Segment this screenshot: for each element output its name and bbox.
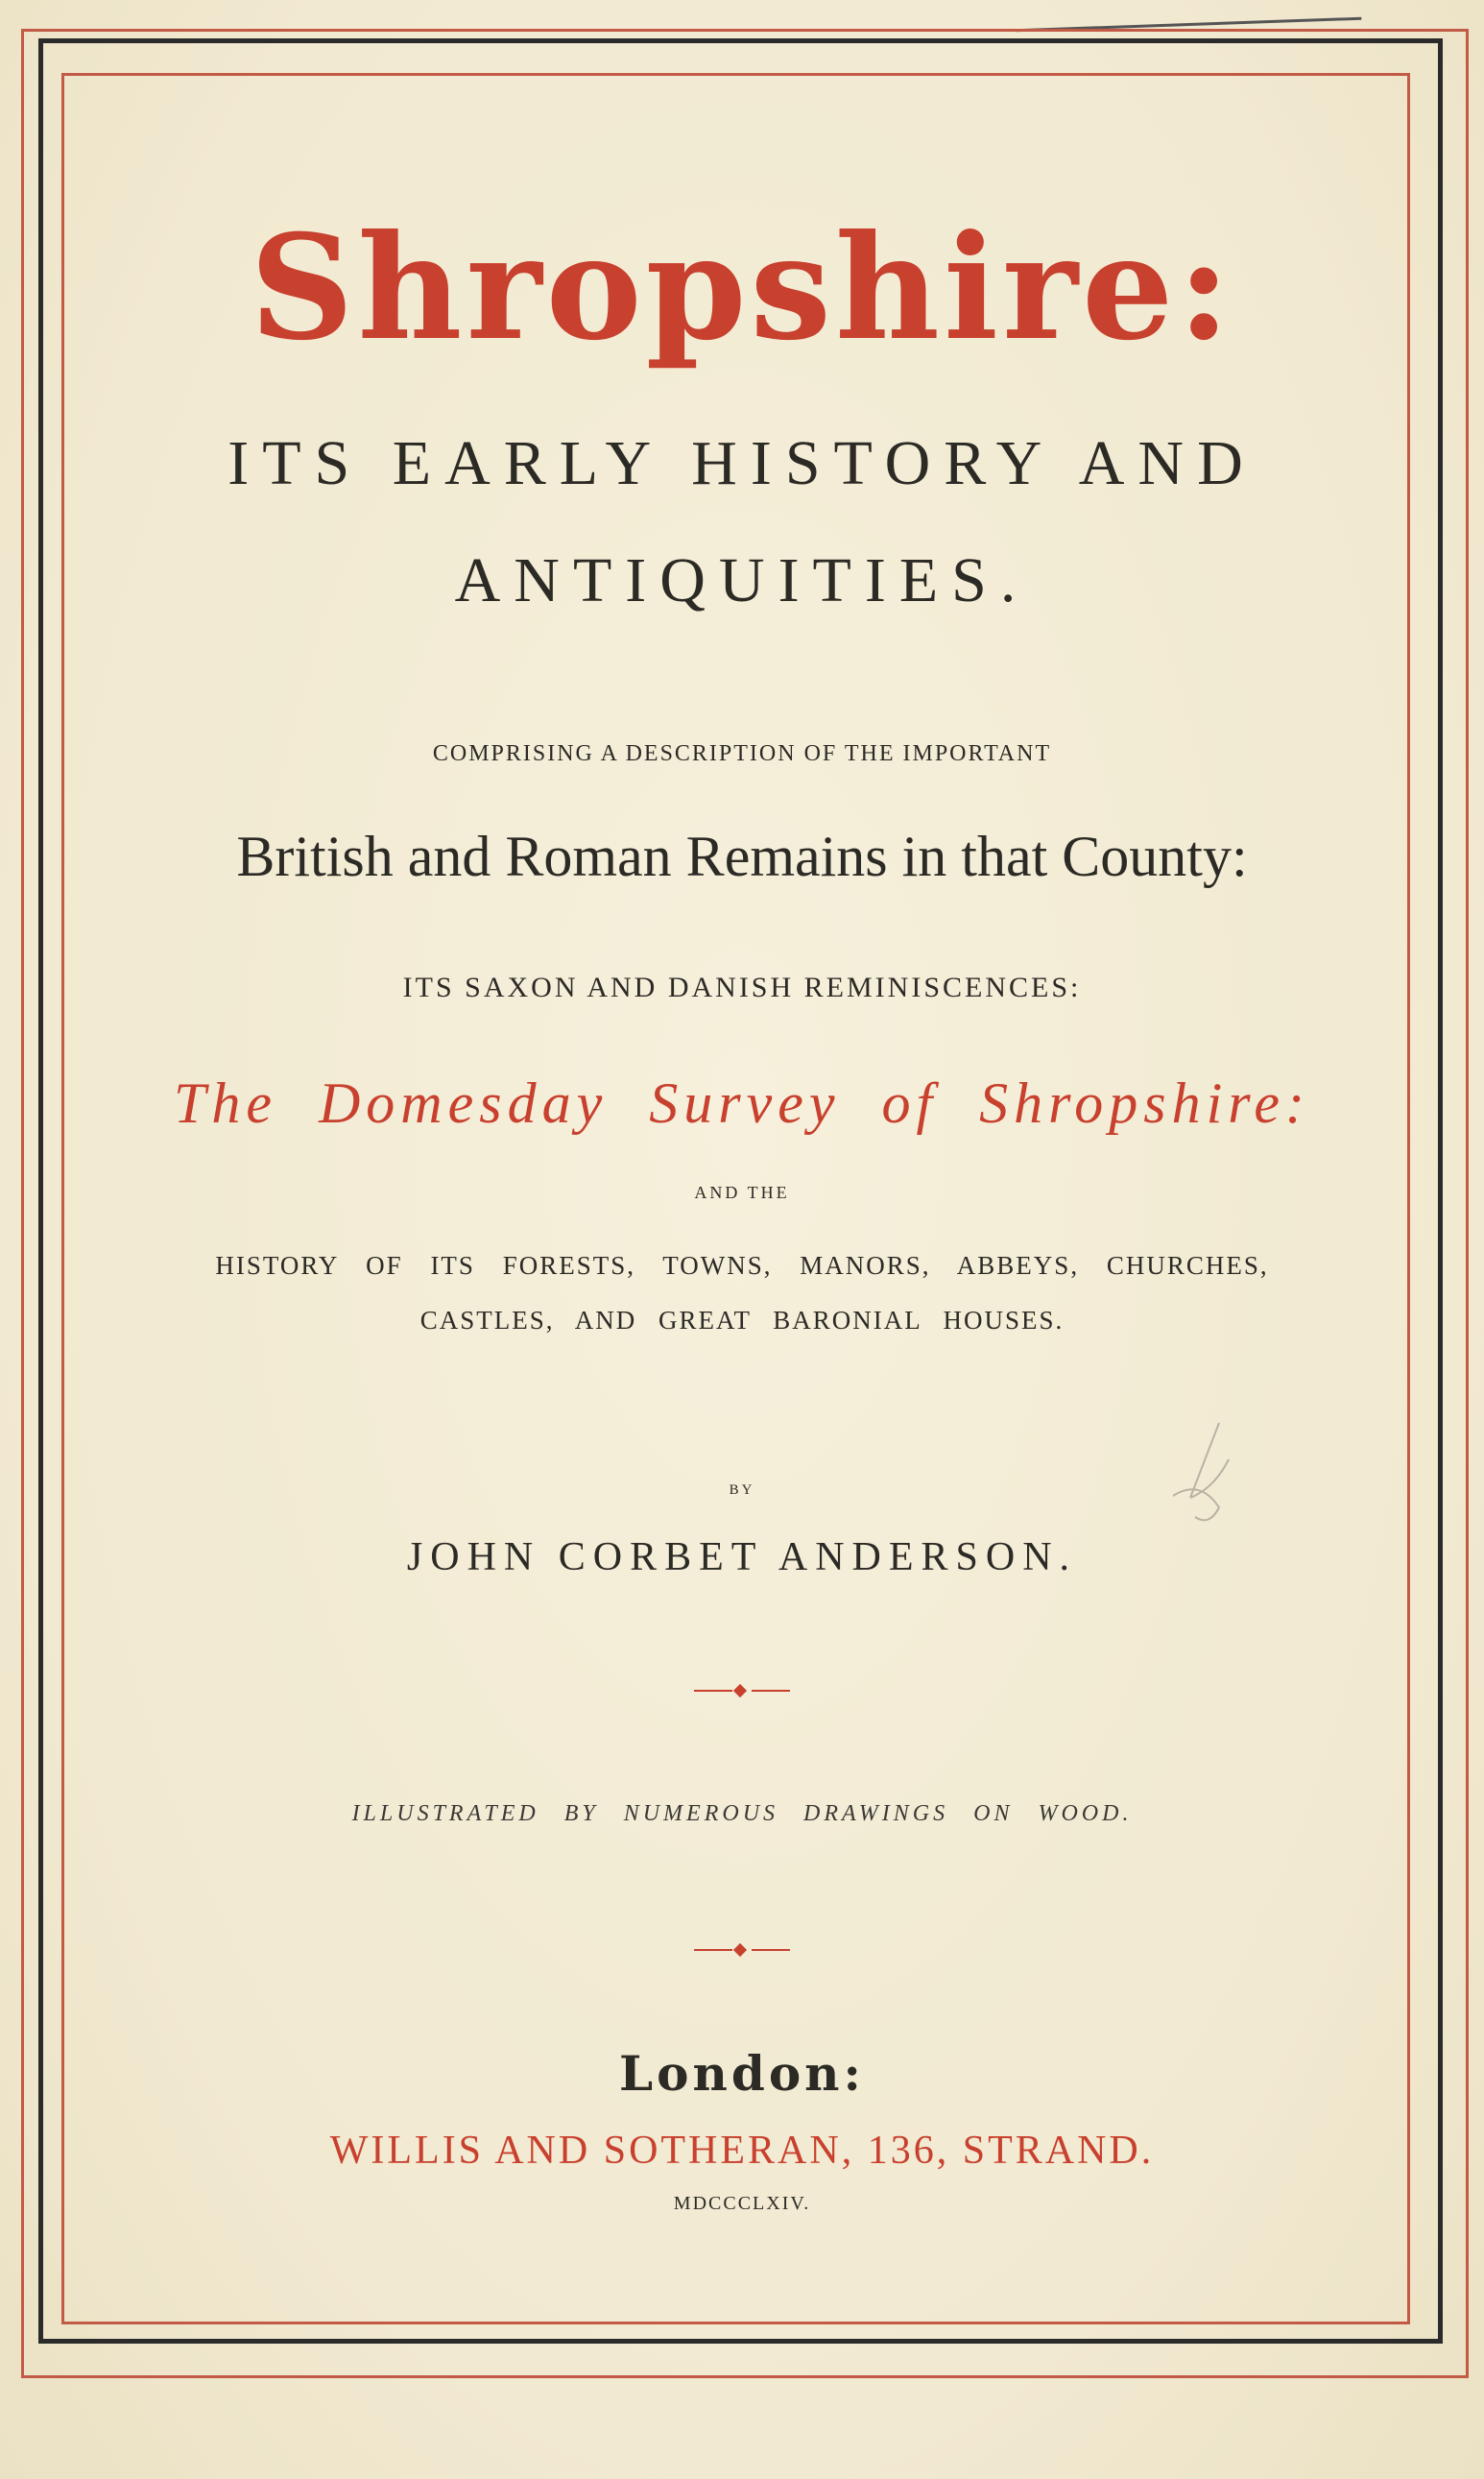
british-roman-remains-line: British and Roman Remains in that County: <box>236 825 1248 888</box>
imprint-place: London: <box>619 2045 865 2102</box>
comprising-line: COMPRISING A DESCRIPTION OF THE IMPORTANT <box>432 741 1052 766</box>
ornament-divider <box>694 1684 790 1697</box>
publisher-line: WILLIS AND SOTHERAN, 136, STRAND. <box>329 2129 1155 2173</box>
author-name: JOHN CORBET ANDERSON. <box>406 1535 1078 1579</box>
ornament-divider <box>694 1943 790 1957</box>
history-line-2: CASTLES, AND GREAT BARONIAL HOUSES. <box>419 1306 1065 1335</box>
pencil-annotation-mark <box>1161 1421 1238 1536</box>
illustrated-line: ILLUSTRATED BY NUMEROUS DRAWINGS ON WOOD. <box>351 1801 1133 1826</box>
pencil-scribble <box>1016 0 1362 32</box>
history-line-1: HISTORY OF ITS FORESTS, TOWNS, MANORS, ABBEYS, CHURCHES, <box>215 1251 1269 1280</box>
subtitle-line-1: ITS EARLY HISTORY AND <box>227 428 1257 498</box>
domesday-survey-line: The Domesday Survey of Shropshire: <box>173 1071 1311 1135</box>
and-the-line: AND THE <box>694 1183 790 1202</box>
saxon-danish-line: ITS SAXON AND DANISH REMINISCENCES: <box>402 972 1082 1003</box>
publication-year: MDCCCLXIV. <box>673 2193 811 2214</box>
by-line: BY <box>729 1482 755 1498</box>
book-title: Shropshire: <box>250 204 1234 373</box>
subtitle-line-2: ANTIQUITIES. <box>454 545 1030 615</box>
